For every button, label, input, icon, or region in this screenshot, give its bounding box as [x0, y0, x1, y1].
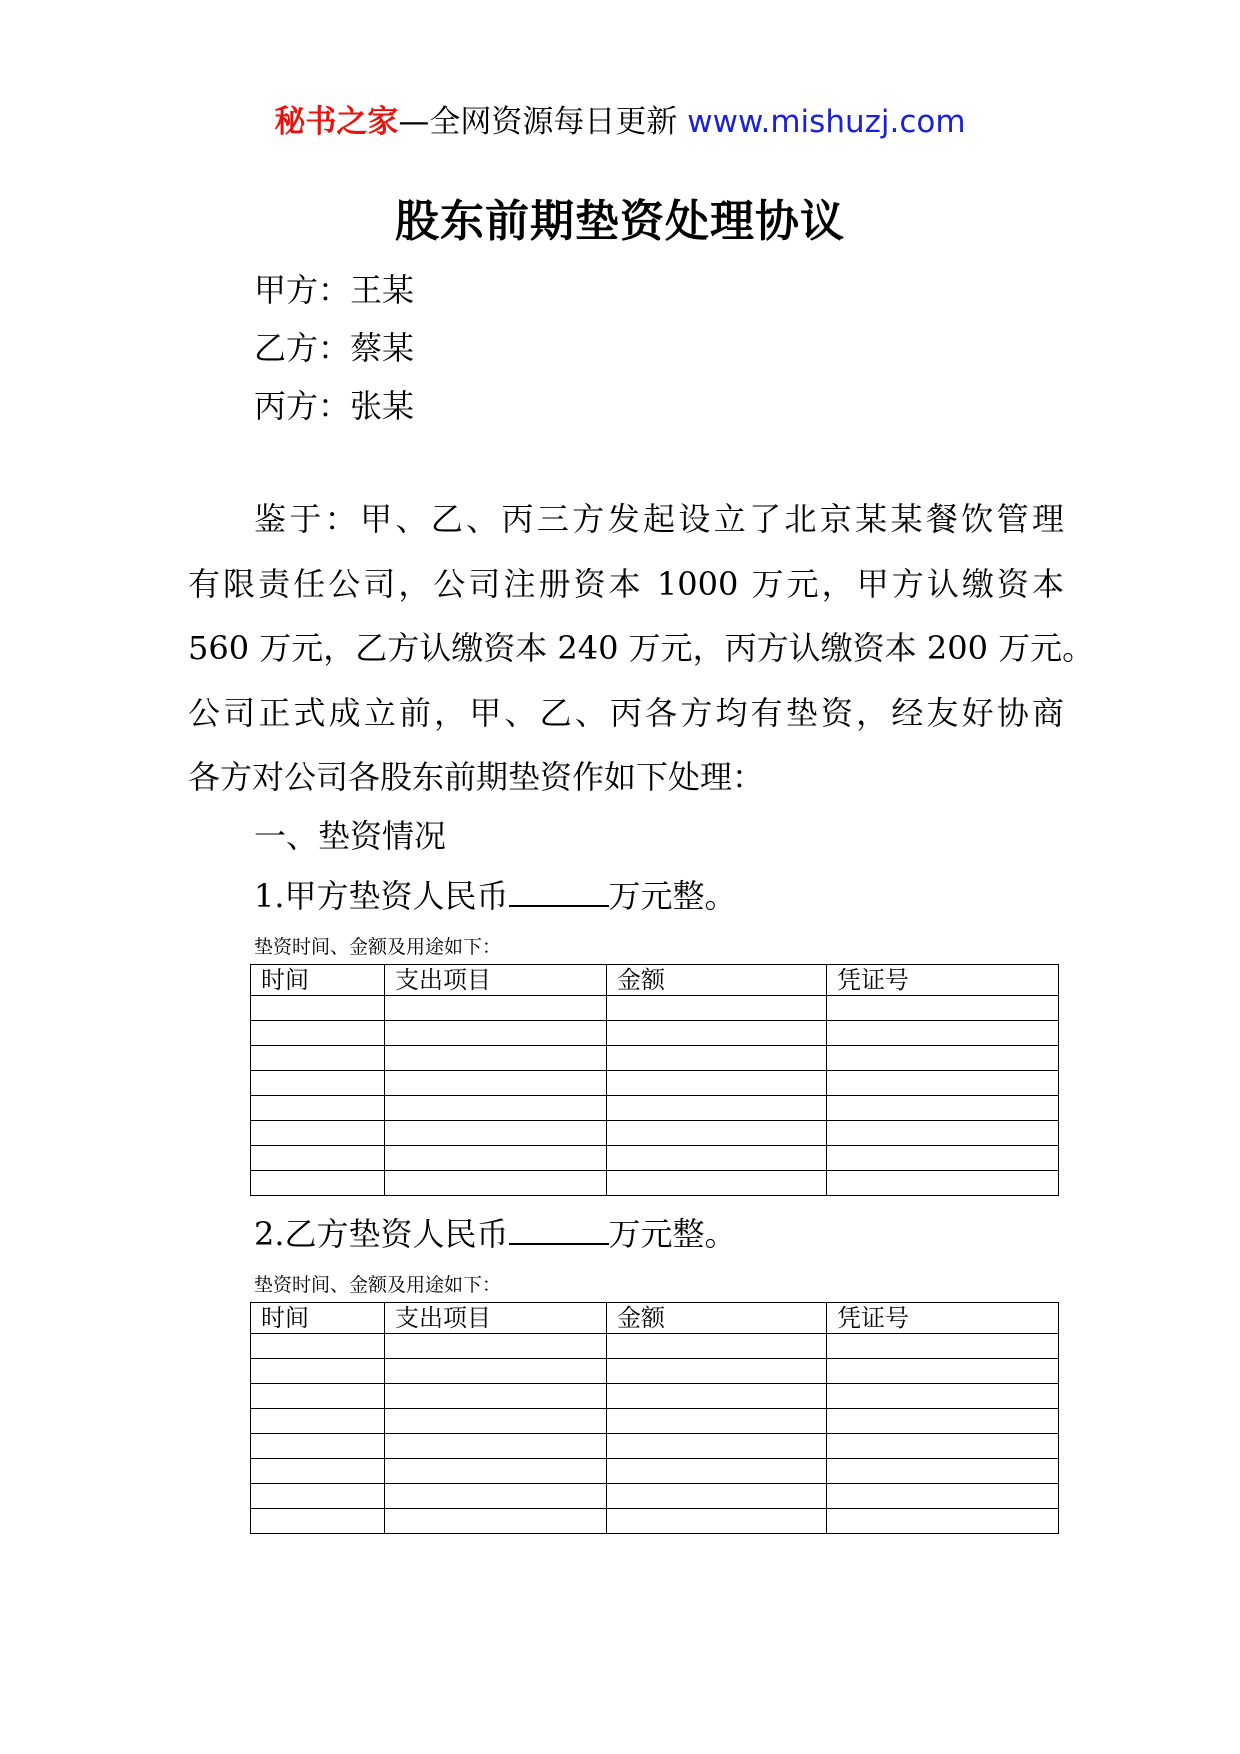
table-cell[interactable] [827, 996, 1059, 1021]
table-row [251, 1071, 1059, 1096]
preamble-line: 560 万元，乙方认缴资本 240 万元，丙方认缴资本 200 万元。 [188, 629, 1095, 667]
party-c: 丙方：张某 [254, 387, 415, 425]
table-cell[interactable] [385, 1046, 607, 1071]
table-cell[interactable] [607, 1021, 827, 1046]
table-cell[interactable] [827, 1459, 1059, 1484]
table-2-caption: 垫资时间、金额及用途如下： [254, 1274, 502, 1296]
table-cell[interactable] [385, 1484, 607, 1509]
site-brand: 秘书之家 [274, 104, 399, 140]
table-cell[interactable] [385, 1171, 607, 1196]
site-url-link[interactable]: www.mishuzj.com [687, 104, 966, 140]
table-cell[interactable] [385, 1409, 607, 1434]
column-header-item: 支出项目 [385, 965, 607, 996]
table-cell[interactable] [385, 1096, 607, 1121]
table-row [251, 1509, 1059, 1534]
preamble-line: 各方对公司各股东前期垫资作如下处理： [188, 758, 765, 796]
table-cell[interactable] [251, 1021, 385, 1046]
table-cell[interactable] [385, 1334, 607, 1359]
table-row [251, 1146, 1059, 1171]
table-cell[interactable] [827, 1171, 1059, 1196]
table-cell[interactable] [827, 1409, 1059, 1434]
table-cell[interactable] [251, 1509, 385, 1534]
table-cell[interactable] [607, 1046, 827, 1071]
table-cell[interactable] [251, 1071, 385, 1096]
table-cell[interactable] [251, 1096, 385, 1121]
preamble-line: 公司正式成立前，甲、乙、丙各方均有垫资，经友好协商 [188, 693, 1064, 732]
table-cell[interactable] [385, 1071, 607, 1096]
table-cell[interactable] [251, 1459, 385, 1484]
table-cell[interactable] [607, 1146, 827, 1171]
table-cell[interactable] [385, 1021, 607, 1046]
column-header-amount: 金额 [607, 965, 827, 996]
table-cell[interactable] [607, 1384, 827, 1409]
table-cell[interactable] [827, 1146, 1059, 1171]
table-cell[interactable] [607, 1409, 827, 1434]
column-header-amount: 金额 [607, 1303, 827, 1334]
table-row [251, 1359, 1059, 1384]
preamble-line: 有限责任公司，公司注册资本 1000 万元，甲方认缴资本 [188, 564, 1064, 603]
table-cell[interactable] [251, 1121, 385, 1146]
site-header [0, 100, 1240, 144]
table-row [251, 1384, 1059, 1409]
table-cell[interactable] [385, 1121, 607, 1146]
table-cell[interactable] [607, 996, 827, 1021]
table-cell[interactable] [385, 1359, 607, 1384]
table-cell[interactable] [607, 1484, 827, 1509]
table-cell[interactable] [827, 1071, 1059, 1096]
amount-blank[interactable] [509, 875, 609, 907]
item-2-label: 2.乙方垫资人民币 [254, 1215, 509, 1253]
table-cell[interactable] [607, 1434, 827, 1459]
table-row [251, 1096, 1059, 1121]
table-cell[interactable] [251, 1434, 385, 1459]
table-cell[interactable] [385, 1146, 607, 1171]
table-cell[interactable] [385, 1384, 607, 1409]
table-row [251, 1334, 1059, 1359]
table-cell[interactable] [827, 1021, 1059, 1046]
item-1-label: 1.甲方垫资人民币 [254, 877, 509, 915]
column-header-voucher: 凭证号 [827, 1303, 1059, 1334]
preamble-paragraph [188, 487, 1095, 810]
table-cell[interactable] [251, 1359, 385, 1384]
table-cell[interactable] [827, 1334, 1059, 1359]
table-1-caption: 垫资时间、金额及用途如下： [254, 936, 502, 958]
item-2-unit: 万元整。 [608, 1215, 737, 1253]
preamble-line: 鉴于：甲、乙、丙三方发起设立了北京某某餐饮管理 [254, 500, 1064, 538]
table-cell[interactable] [607, 1334, 827, 1359]
table-row [251, 996, 1059, 1021]
table-row [251, 1409, 1059, 1434]
table-cell[interactable] [607, 1459, 827, 1484]
table-row [251, 1434, 1059, 1459]
advance-table-b [250, 1302, 1059, 1534]
table-cell[interactable] [385, 1434, 607, 1459]
table-row [251, 1484, 1059, 1509]
table-cell[interactable] [827, 1384, 1059, 1409]
column-header-time: 时间 [251, 965, 385, 996]
amount-blank[interactable] [509, 1213, 609, 1245]
table-header-row [251, 965, 1059, 996]
table-cell[interactable] [827, 1121, 1059, 1146]
table-cell[interactable] [251, 1171, 385, 1196]
table-cell[interactable] [827, 1434, 1059, 1459]
column-header-voucher: 凭证号 [827, 965, 1059, 996]
item-1-unit: 万元整。 [608, 877, 737, 915]
column-header-item: 支出项目 [385, 1303, 607, 1334]
table-cell[interactable] [827, 1484, 1059, 1509]
table-cell[interactable] [607, 1171, 827, 1196]
table-cell[interactable] [827, 1509, 1059, 1534]
table-cell[interactable] [827, 1046, 1059, 1071]
document-title: 股东前期垫资处理协议 [395, 196, 845, 247]
column-header-time: 时间 [251, 1303, 385, 1334]
table-row [251, 1021, 1059, 1046]
table-cell[interactable] [251, 1334, 385, 1359]
item-1-line [254, 874, 737, 918]
table-cell[interactable] [607, 1071, 827, 1096]
table-cell[interactable] [607, 1121, 827, 1146]
table-cell[interactable] [607, 1509, 827, 1534]
table-cell[interactable] [385, 996, 607, 1021]
table-cell[interactable] [385, 1459, 607, 1484]
table-cell[interactable] [385, 1509, 607, 1534]
item-2-line [254, 1212, 737, 1256]
table-cell[interactable] [827, 1359, 1059, 1384]
table-row [251, 1046, 1059, 1071]
table-row [251, 1121, 1059, 1146]
advance-table-a [250, 964, 1059, 1196]
table-cell[interactable] [251, 1146, 385, 1171]
section-heading: 一、垫资情况 [254, 817, 447, 855]
table-cell[interactable] [607, 1096, 827, 1121]
party-a: 甲方：王某 [254, 271, 415, 309]
table-cell[interactable] [607, 1359, 827, 1384]
table-cell[interactable] [827, 1096, 1059, 1121]
table-row [251, 1171, 1059, 1196]
site-tagline: —全网资源每日更新 [398, 104, 688, 140]
table-cell[interactable] [251, 1384, 385, 1409]
table-cell[interactable] [251, 1046, 385, 1071]
table-row [251, 1459, 1059, 1484]
table-cell[interactable] [251, 996, 385, 1021]
table-header-row [251, 1303, 1059, 1334]
party-b: 乙方：蔡某 [254, 329, 415, 367]
table-cell[interactable] [251, 1409, 385, 1434]
table-cell[interactable] [251, 1484, 385, 1509]
